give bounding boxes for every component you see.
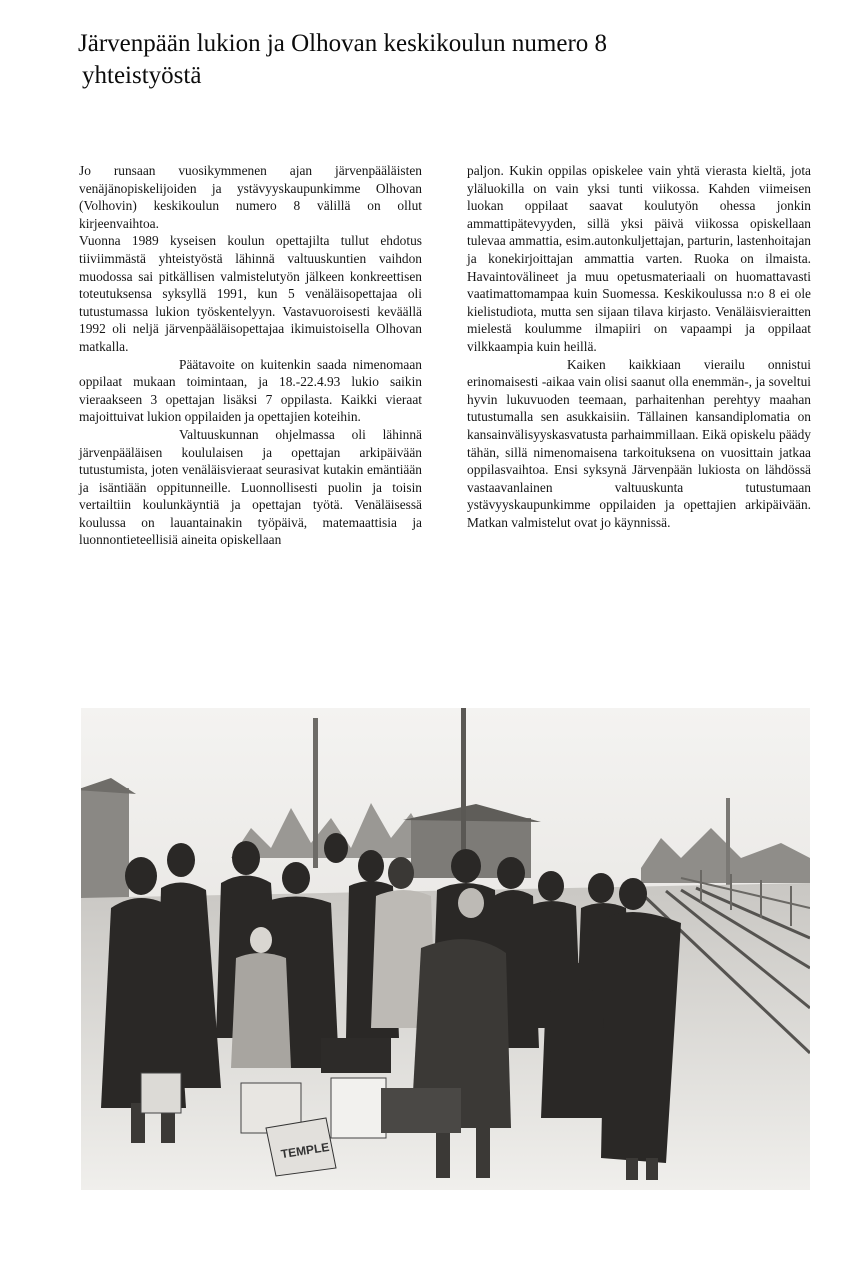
temple-box-label: TEMPLE [279,1139,331,1162]
paragraph-school-comparison: paljon. Kukin oppilas opiskelee vain yhtä vierasta kieltä, jota yläluokilla on vain yksi tunti viikossa. Kahden viimeisen luokan oppilaat saavat koulutyön ohessa jonkin ammattipätevyyden, sillä yksi päivä viikossa opiskellaan tulevaa ammattia, esim.autonkuljettajan, parturin, lastenhoitajan ja konekirjoittajan ammattia varten. Ruoka on ilmaista. Havaintovälineet ja muu opetusmateriaali on huomattavasti vaatimattomampaa kuin Suomessa. Keskikoulussa n:o 8 ei ole kielistudiota, mutta sen sijaan tilava kirjasto. Venäläisvieraitten mielestä koulumme ilmapiiri on vapaampi ja oppilaat vilkkaampia kuin heillä. [467,163,811,354]
paragraph-program: Valtuuskunnan ohjelmassa oli lähinnä järvenpääläisen koululaisen ja opettajan arkipäivään tutustumista, joten venäläisvieraat seurasivat kutakin emäntiään ja isäntiään oppitunneille. Luonnollisesti puolin ja toisin vertailtiin koulunkäyntiä ja opettajan työtä. Venäläisessä koulussa on lauantainakin työpäivä, matemaattisia ja luonnontieteellisiä aineita opiskellaan [79,426,422,548]
station-building-left [81,788,129,908]
paragraph-goal: Päätavoite on kuitenkin saada nimenomaan oppilaat mukaan toimintaan, ja 18.-22.4.93 lukio saikin vieraakseen 3 opettajan lisäksi 7 oppilasta. Kaikki vieraat majoittuivat lukion oppilaiden ja opettajien koteihin. [79,356,422,425]
right-text-column [467,162,811,531]
group-photo-illustration [81,708,810,1190]
article-title [78,28,798,92]
paragraph-intro: Jo runsaan vuosikymmenen ajan järvenpääläisten venäjänopiskelijoiden ja ystävyyskaupunkimme Olhovan (Volhovin) keskikoulun numero 8 välillä on ollut kirjeenvaihtoa. [79,163,422,231]
title-line-1: Järvenpään lukion ja Olhovan keskikoulun numero 8 [78,30,608,57]
paragraph-conclusion: Kaiken kaikkiaan vierailu onnistui erinomaisesti -aikaa vain olisi saanut olla enemmän-, ja soveltui hyvin lukuvuoden teemaan, parhaitenhan perehtyy maahan tutustumalla sen asukkaisiin. Tällainen kansandiplomatia on kansainvälisyyskasvatusta parhaimmillaan. Eikä opiskelu päädy tähän, sillä nimenomaisena tarkoituksena on vuosittain jatkaa oppilasvaihtoa. Ensi syksynä Järvenpään lukiosta on lähdössä vastaavanlainen valtuuskunta tutustumaan ystävyyskaupunkimme oppilaiden ja opettajien arkipäivään. Matkan valmistelut ovat jo käynnissä. [467,356,811,530]
left-text-column [79,162,422,549]
lamp-pole [461,708,466,868]
paragraph-history: Vuonna 1989 kyseisen koulun opettajilta tullut ehdotus tiiviimmästä yhteistyöstä lähinnä valtuuskuntien vaihdon muodossa sai pitkällisen valmistelutyön jälkeen konkreettisen toteutuksensa syksyllä 1991, kun 5 venäläisopettajaa oli tutustumassa lukion työskentelyyn. Vastavuoroisesti keväällä 1992 oli neljä järvenpääläisopettajaa ikimuistoisella Olhovan matkalla. [79,233,422,354]
utility-pole [313,718,318,868]
title-line-2: yhteistyöstä [82,62,202,89]
group-photo [81,708,810,1190]
